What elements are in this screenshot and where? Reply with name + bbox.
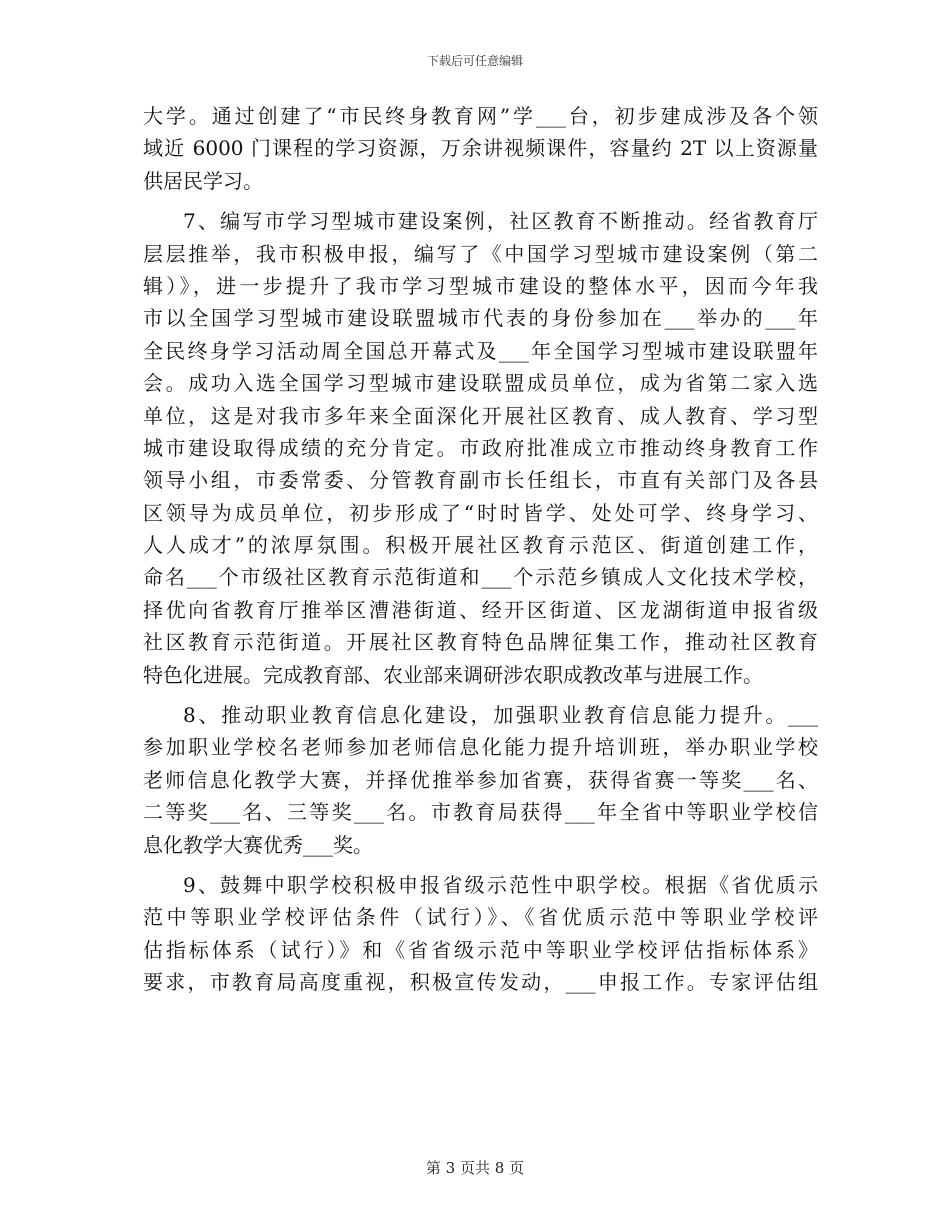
text-line: 7、编写市学习型城市建设案例，社区教育不断推动。经省教育厅 <box>183 209 818 234</box>
text-line: 单位，这是对我市多年来全面深化开展社区教育、成人教育、学习型 <box>143 403 818 428</box>
text-line: 估指标体系（试行）》和《省省级示范中等职业学校评估指标体系》 <box>143 937 818 962</box>
text-line: 择优向省教育厅推举区漕港街道、经开区街道、区龙湖街道申报省级 <box>143 597 818 622</box>
text-line: 城市建设取得成绩的充分肯定。市政府批准成立市推动终身教育工作 <box>143 435 818 460</box>
text-line: 区领导为成员单位，初步形成了“时时皆学、处处可学、终身学习、 <box>143 500 818 525</box>
page-footer: 第 3 页共 8 页 <box>425 1159 525 1177</box>
text-line: 社区教育示范街道。开展社区教育特色品牌征集工作，推动社区教育 <box>143 630 818 655</box>
page-header: 下载后可任意编辑 <box>426 54 523 68</box>
text-line: 9、鼓舞中职学校积极申报省级示范性中职学校。根据《省优质示 <box>183 872 818 897</box>
paragraph <box>143 100 818 197</box>
text-line: 老师信息化教学大赛，并择优推举参加省赛，获得省赛一等奖___名、 <box>143 767 818 792</box>
text-line: 人人成才”的浓厚氛围。积极开展社区教育示范区、街道创建工作， <box>143 533 818 558</box>
document-body <box>143 100 818 999</box>
text-line: 全民终身学习活动周全国总开幕式及___年全国学习型城市建设联盟年 <box>143 338 818 363</box>
paragraph <box>143 205 818 691</box>
text-line: 要求，市教育局高度重视，积极宣传发动，___申报工作。专家评估组 <box>143 970 818 995</box>
text-line: 供居民学习。 <box>143 168 263 193</box>
text-line: 辑）》，进一步提升了我市学习型城市建设的整体水平，因而今年我 <box>143 273 818 298</box>
paragraph <box>143 699 818 861</box>
text-line: 息化教学大赛优秀___奖。 <box>143 832 373 857</box>
text-line: 命名___个市级社区教育示范街道和___个示范乡镇成人文化技术学校， <box>143 565 818 590</box>
text-line: 大学。通过创建了“市民终身教育网”学___台，初步建成涉及各个领 <box>143 104 818 128</box>
text-line: 8、推动职业教育信息化建设，加强职业教育信息能力提升。___ <box>183 703 818 728</box>
text-line: 参加职业学校名老师参加老师信息化能力提升培训班，举办职业学校 <box>143 735 818 760</box>
text-line: 领导小组，市委常委、分管教育副市长任组长，市直有关部门及各县 <box>143 468 818 493</box>
text-line: 域近 6000 门课程的学习资源，万余讲视频课件，容量约 2T 以上资源量 <box>143 136 818 161</box>
text-line: 特色化进展。完成教育部、农业部来调研涉农职成教改革与进展工作。 <box>143 662 763 687</box>
text-line: 层层推举，我市积极申报，编写了《中国学习型城市建设案例（第二 <box>143 241 818 266</box>
text-line: 范中等职业学校评估条件（试行）》、《省优质示范中等职业学校评 <box>143 905 818 930</box>
text-line: 市以全国学习型城市建设联盟城市代表的身份参加在___举办的___年 <box>143 306 818 331</box>
paragraph <box>143 869 818 999</box>
text-line: 二等奖___名、三等奖___名。市教育局获得___年全省中等职业学校信 <box>143 800 818 825</box>
text-line: 会。成功入选全国学习型城市建设联盟成员单位，成为省第二家入选 <box>143 371 818 396</box>
